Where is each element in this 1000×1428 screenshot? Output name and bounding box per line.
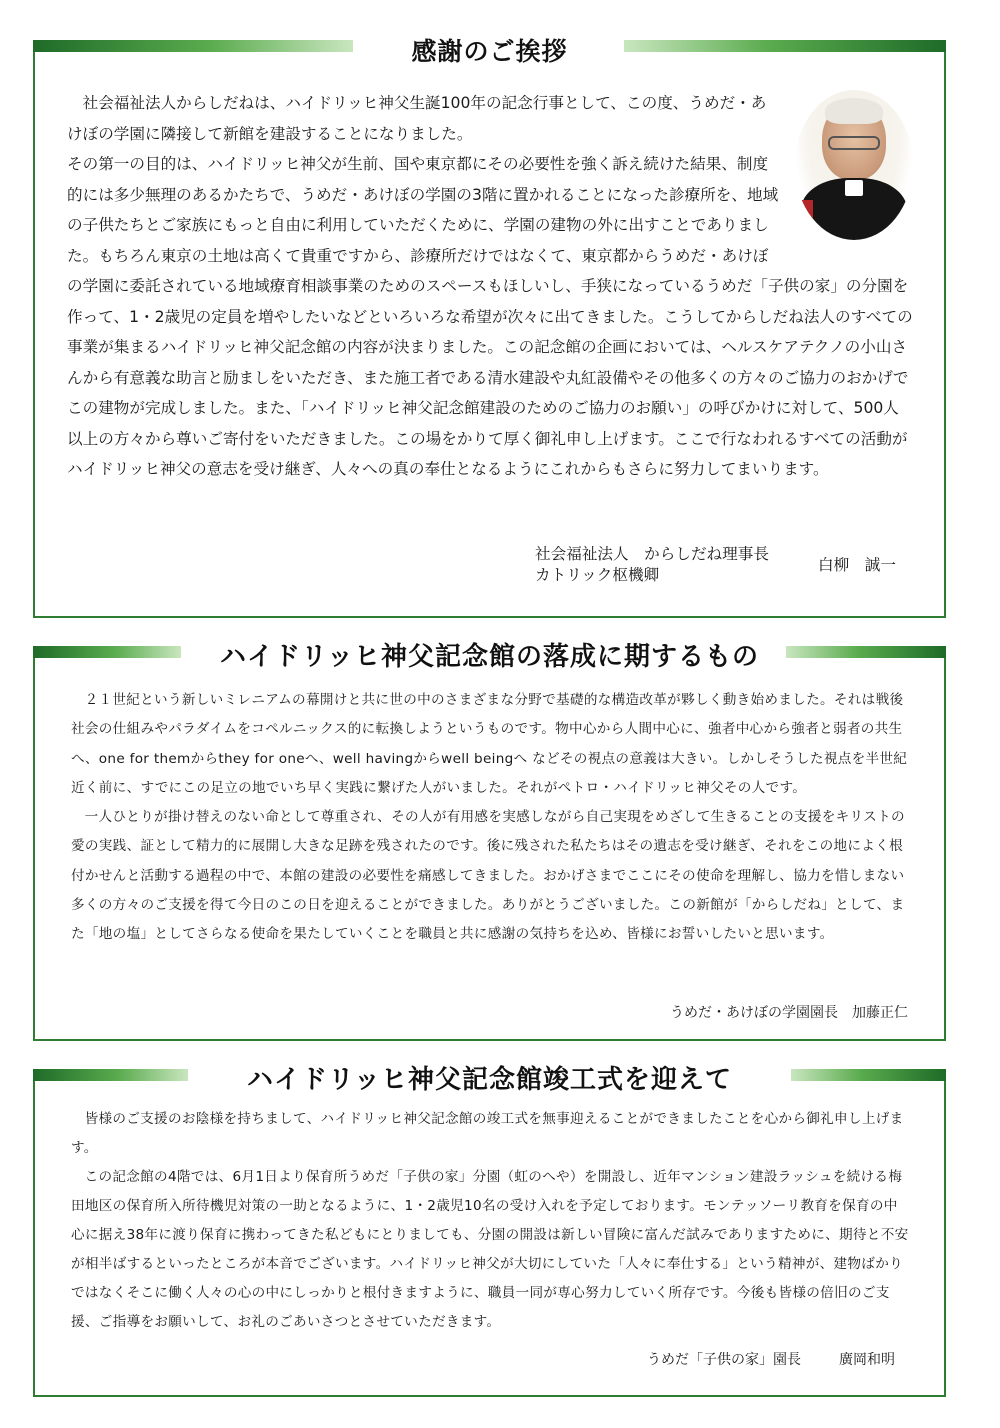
expectation-section [33, 642, 946, 1041]
signature-name: 廣岡和明 [839, 1352, 895, 1368]
section-title: 感謝のご挨拶 [411, 37, 568, 66]
paragraph: 社会福祉法人からしだねは、ハイドリッヒ神父生誕100年の記念行事として、この度、うめだ・あけぼの学園に隣接して新館を建設することになりました。 [67, 94, 767, 143]
section-body [71, 1105, 911, 1337]
section-body [67, 88, 913, 485]
section-title: ハイドリッヒ神父記念館竣工式を迎えて [247, 1065, 732, 1095]
paragraph: ２１世紀という新しいミレニアムの幕開けと共に世の中のさまざまな分野で基礎的な構造改革が夥しく動き始めました。それは戦後社会の仕組みやパラダイムをコペルニックス的に転換しようというものです。物中心から人間中心に、強者中心から強者と弱者の共生へ、one for themからthey for oneへ、well havingからwell beingへ などその視点の意義は大きい。しかしそうした視点を半世紀近く前に、すでにこの足立の地でいち早く実践に繋げた人がいました。それがペトロ・ハイドリッヒ神父その人です。 [71, 692, 908, 796]
paragraph: 皆様のご支援のお陰様を持ちまして、ハイドリッヒ神父記念館の竣工式を無事迎えることができましたことを心から御礼申し上げます。 [71, 1111, 904, 1156]
signature-name: 白柳 誠一 [818, 556, 896, 574]
section-title: ハイドリッヒ神父記念館の落成に期するもの [220, 642, 759, 672]
paragraph: その第一の目的は、ハイドリッヒ神父が生前、国や東京都にその必要性を強く訴え続けた結果、制度的には多少無理のあるかたちで、うめだ・あけぼの学園の3階に置かれることになった診療所を、地域の子供たちとご家族にもっと自由に利用していただくために、学園の建物の外に出すことでありました。もちろん東京の土地は高くて貴重ですから、診療所だけではなくて、東京都からうめだ・あけぼの学園に委託されている地域療育相談事業のためのスペースもほしいし、手狭になっているうめだ「子供の家」の分園を作って、1・2歳児の定員を増やしたいなどといろいろな希望が次々に出てきました。こうしてからしだね法人のすべての事業が集まるハイドリッヒ神父記念館の内容が決まりました。この記念館の企画においては、ヘルスケアテクノの小山さんから有意義な助言と励ましをいただき、また施工者である清水建設や丸紅設備やその他多くの方々のご協力のおかげでこの建物が完成しました。また、「ハイドリッヒ神父記念館建設のためのご協力のお願い」の呼びかけに対して、500人以上の方々から尊いご寄付をいただきました。この場をかりて厚く御礼申し上げます。ここで行なわれるすべての活動がハイドリッヒ神父の意志を受け継ぎ、人々への真の奉仕となるようにこれからもさらに努力してまいります。 [67, 155, 913, 478]
ceremony-section [33, 1065, 946, 1397]
portrait-photo [795, 90, 913, 240]
greeting-section [33, 37, 946, 618]
signature [647, 1349, 895, 1369]
signature: うめだ・あけぼの学園園長 加藤正仁 [670, 1005, 908, 1021]
paragraph: 一人ひとりが掛け替えのない命として尊重され、その人が有用感を実感しながら自己実現をめざして生きることの支援をキリストの愛の実践、証として精力的に展開し大きな足跡を残されたのです。後に残された私たちはその遺志を受け継ぎ、それをこの地によく根付かせんと活動する過程の中で、本館の建設の必要性を痛感してきました。おかげさまでここにその使命を理解し、協力を惜しまない多くの方々のご支援を得て今日のこの日を迎えることができました。ありがとうございました。この新館が「からしだね」として、また「地の塩」としてさらなる使命を果たしていくことを職員と共に感謝の気持ちを込め、皆様にお誓いしたいと思います。 [71, 809, 905, 943]
section-body [71, 686, 911, 950]
paragraph: この記念館の4階では、6月1日より保育所うめだ「子供の家」分園（虹のへや）を開設し、近年マンション建設ラッシュを続ける梅田地区の保育所入所待機児対策の一助となるように、1・2歳児10名の受け入れを予定しております。モンテッソーリ教育を保育の中心に据え38年に渡り保育に携わってきた私どもにとりましても、分園の開設は新しい冒険に富んだ試みでありますために、期待と不安が相半ばするといったところが本音でございます。ハイドリッヒ神父が大切にしていた「人々に奉仕する」という精神が、建物ばかりではなくそこに働く人々の心の中にしっかりと根付きますように、職員一同が専心努力していく所存です。今後も皆様の倍旧のご支援、ご指導をお願いして、お礼のごあいさつとさせていただきます。 [71, 1169, 909, 1330]
signature-org: 社会福祉法人 からしだね理事長 [535, 545, 769, 563]
signature-org2: カトリック枢機卿 [535, 566, 660, 584]
signature-org: うめだ「子供の家」園長 [647, 1352, 801, 1368]
